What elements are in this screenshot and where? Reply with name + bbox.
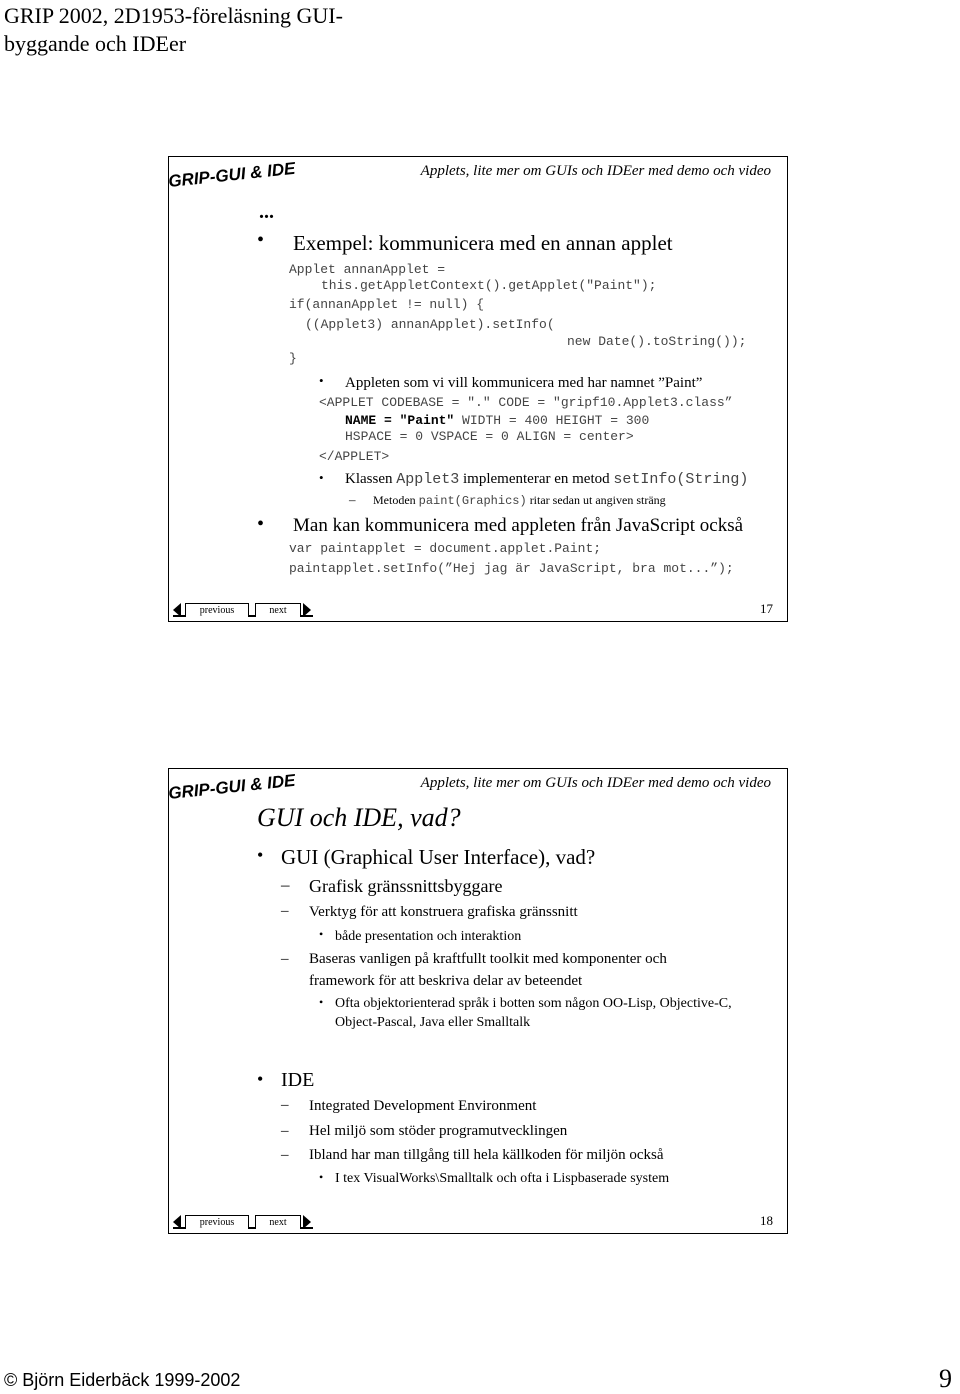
bullet: •: [319, 1170, 324, 1184]
sub-bullet-text: Appleten som vi vill kommunicera med har namnet ”Paint”: [345, 375, 703, 391]
dash: –: [349, 492, 356, 507]
code-line: ((Applet3) annanApplet).setInfo(: [305, 317, 555, 332]
sub-bullet-text: [345, 471, 748, 488]
nav-bar: [173, 603, 313, 617]
html-size-attrs: WIDTH = 400 HEIGHT = 300: [454, 413, 650, 428]
grip-gui-ide-logo: [167, 769, 297, 805]
sub-bullet-text: Ofta objektorienterad språk i botten som någon OO-Lisp, Objective-C,: [335, 996, 732, 1011]
code-line: this.getAppletContext().getApplet("Paint");: [321, 278, 657, 293]
slide-number: 17: [760, 601, 773, 616]
footer-page-number: 9: [939, 1364, 952, 1393]
bullet: •: [257, 229, 265, 251]
bullet-text-example: Exempel: kommunicera med en annan applet: [293, 231, 673, 255]
svg-text:GRIP-GUI & IDE: GRIP-GUI & IDE: [167, 770, 297, 803]
bullet: •: [257, 845, 264, 865]
bullet: •: [319, 927, 324, 941]
js-line: var paintapplet = document.applet.Paint;: [289, 541, 602, 556]
slide-number: 18: [760, 1213, 773, 1228]
dash: –: [281, 875, 290, 894]
html-line: <APPLET CODEBASE = "." CODE = "gripf10.Applet3.class”: [319, 395, 733, 410]
code: Applet3: [396, 471, 460, 488]
nav-bar: [173, 1215, 313, 1229]
next-arrow-icon[interactable]: [303, 603, 311, 617]
sub-bullet-text: I tex VisualWorks\Smalltalk och ofta i Lispbaserade system: [335, 1171, 670, 1186]
bullet-text-ide: IDE: [281, 1069, 315, 1091]
ellipsis: ...: [259, 201, 274, 223]
bullet: •: [319, 995, 324, 1009]
js-line: paintapplet.setInfo(”Hej jag är JavaScript, bra mot...”);: [289, 561, 734, 576]
page-title-line1: GRIP 2002, 2D1953-föreläsning GUI-: [4, 3, 343, 28]
code-line: new Date().toString());: [567, 334, 747, 349]
dash: –: [281, 1097, 289, 1113]
next-arrow-icon[interactable]: [303, 1215, 311, 1229]
html-name-attr: NAME: [345, 413, 377, 428]
next-button[interactable]: next: [255, 1215, 301, 1229]
text: Klassen: [345, 471, 397, 487]
bullet-text-gui: GUI (Graphical User Interface), vad?: [281, 845, 596, 869]
code-line: }: [289, 351, 297, 366]
bullet: •: [319, 470, 324, 485]
code: setInfo(String): [613, 471, 749, 488]
slide-18: [168, 768, 788, 1234]
code: paint(Graphics): [418, 494, 527, 508]
svg-text:GRIP-GUI & IDE: GRIP-GUI & IDE: [167, 158, 297, 191]
bullet: •: [257, 513, 265, 535]
html-name-value: = "Paint": [376, 413, 455, 428]
html-line: [345, 413, 649, 428]
slide-17: [168, 156, 788, 622]
previous-button[interactable]: previous: [185, 603, 249, 617]
dash: –: [281, 951, 289, 967]
code-line: Applet annanApplet =: [289, 262, 446, 277]
bullet: •: [257, 1069, 264, 1089]
text: Metoden: [373, 493, 419, 507]
previous-button[interactable]: previous: [185, 1215, 249, 1229]
dash-text: Ibland har man tillgång till hela källkoden för miljön också: [309, 1147, 664, 1163]
slide-header: Applets, lite mer om GUIs och IDEer med demo och video: [420, 775, 771, 791]
previous-arrow-icon[interactable]: [173, 1215, 181, 1229]
sub-bullet-text: Object-Pascal, Java eller Smalltalk: [335, 1015, 531, 1030]
html-line: </APPLET>: [319, 449, 390, 464]
next-button[interactable]: next: [255, 603, 301, 617]
bullet-text-javascript: Man kan kommunicera med appleten från JavaScript också: [293, 515, 744, 536]
page-title: [4, 2, 404, 58]
dash-text: [373, 493, 666, 508]
dash-text: Baseras vanligen på kraftfullt toolkit med komponenter och: [309, 951, 667, 967]
dash: –: [281, 1123, 289, 1139]
previous-arrow-icon[interactable]: [173, 603, 181, 617]
dash-text: Integrated Development Environment: [309, 1098, 537, 1114]
dash: –: [281, 1147, 289, 1163]
dash-text: Verktyg för att konstruera grafiska gränssnitt: [309, 904, 578, 920]
sub-bullet-text: både presentation och interaktion: [335, 929, 522, 944]
slide-title: GUI och IDE, vad?: [257, 803, 461, 832]
dash-text: Grafisk gränssnittsbyggare: [309, 876, 503, 896]
text: implementerar en metod: [459, 471, 614, 487]
text: ritar sedan ut angiven sträng: [526, 493, 666, 507]
slide-header: Applets, lite mer om GUIs och IDEer med demo och video: [420, 163, 771, 179]
grip-gui-ide-logo: [167, 157, 297, 193]
bullet: •: [319, 373, 324, 388]
dash-text: Hel miljö som stöder programutvecklingen: [309, 1123, 568, 1139]
dash-text: framework för att beskriva delar av beteendet: [309, 973, 583, 989]
page-title-line2: byggande och IDEer: [4, 31, 187, 56]
footer-copyright: © Björn Eiderbäck 1999-2002: [4, 1370, 241, 1390]
code-line: if(annanApplet != null) {: [289, 297, 485, 312]
dash: –: [281, 903, 289, 919]
html-line: HSPACE = 0 VSPACE = 0 ALIGN = center>: [345, 429, 634, 444]
